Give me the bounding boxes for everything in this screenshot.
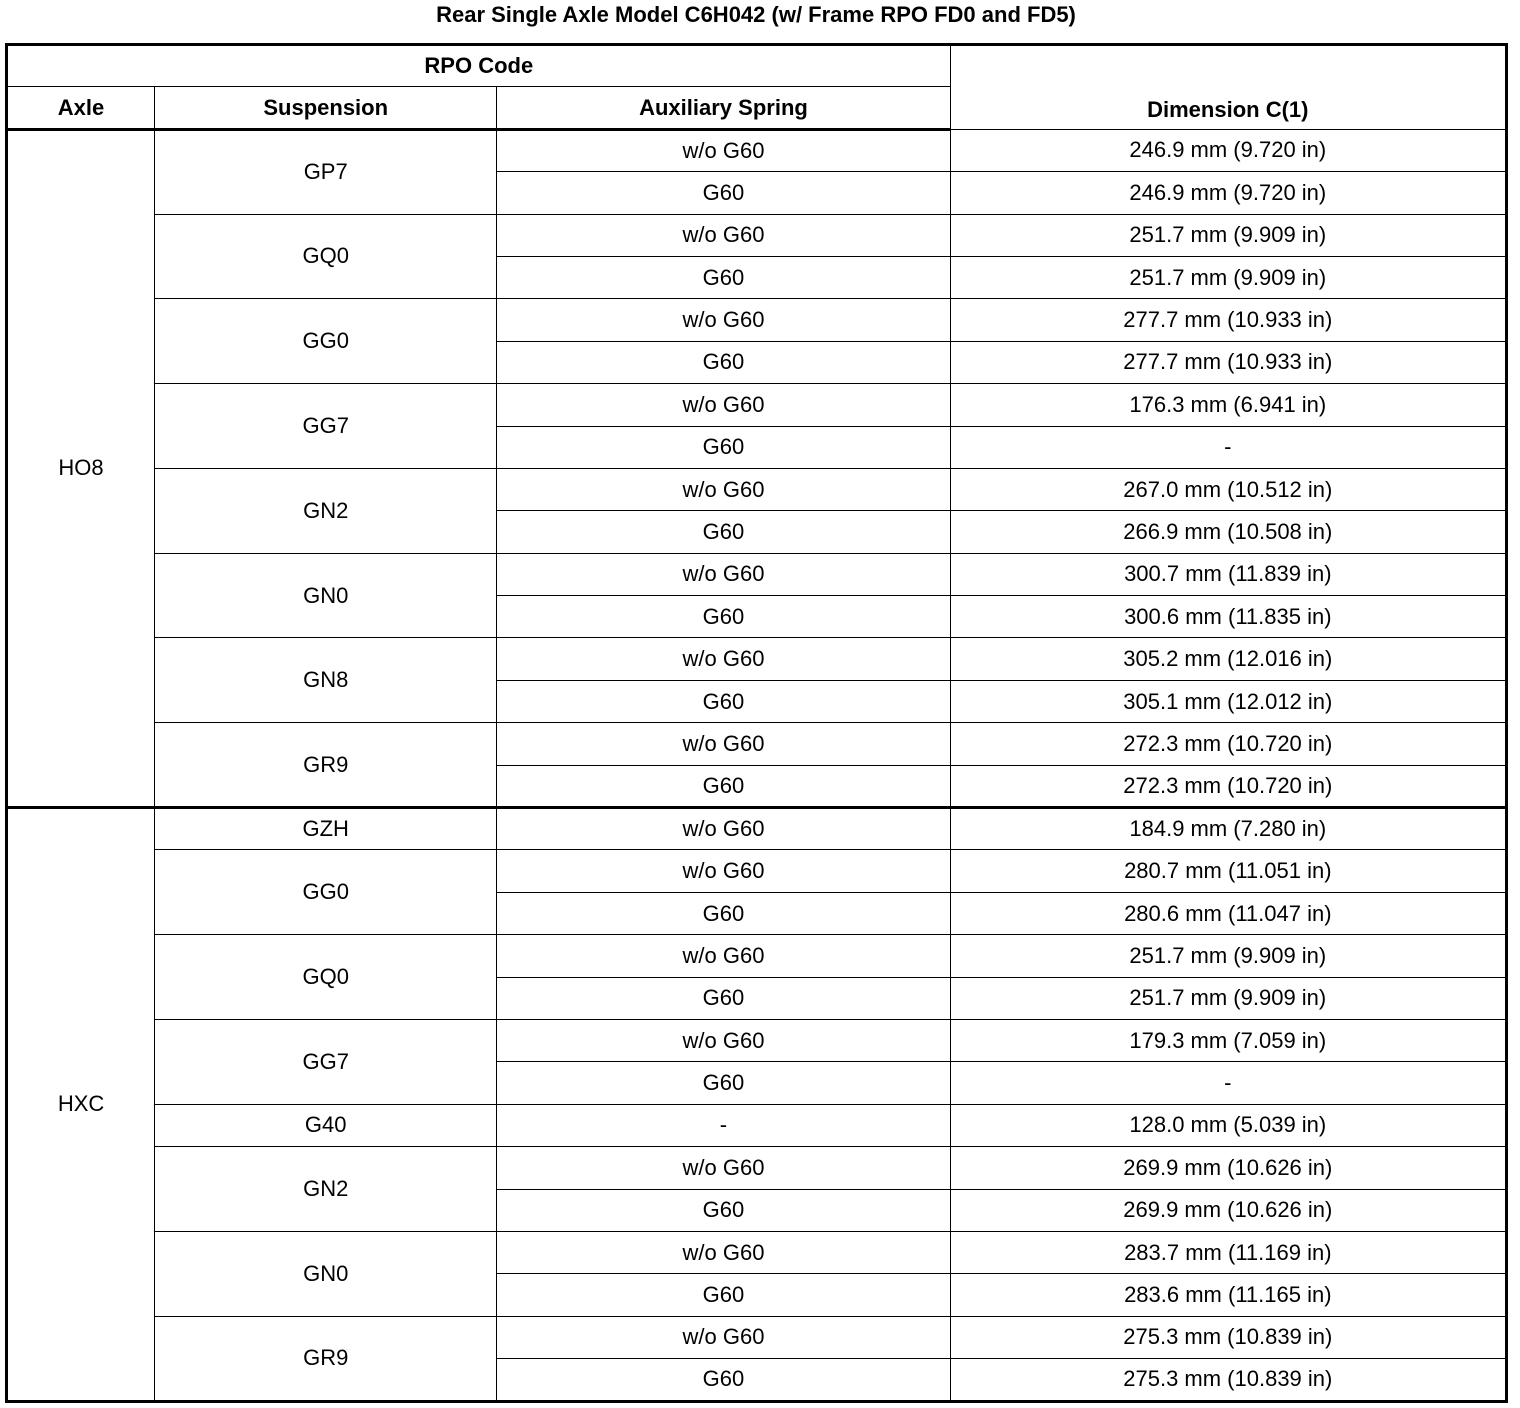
auxiliary-spring-cell: w/o G60: [497, 1147, 950, 1189]
table-row: [7, 468, 1507, 510]
header-axle: Axle: [7, 87, 155, 129]
page-title: Rear Single Axle Model C6H042 (w/ Frame RPO FD0 and FD5): [436, 2, 1076, 27]
suspension-cell: GP7: [155, 129, 497, 214]
header-suspension: Suspension: [155, 87, 497, 129]
table-row: [7, 808, 1507, 850]
dimension-cell: 251.7 mm (9.909 in): [950, 214, 1506, 256]
suspension-cell: GR9: [155, 1316, 497, 1401]
auxiliary-spring-cell: w/o G60: [497, 214, 950, 256]
auxiliary-spring-cell: -: [497, 1104, 950, 1146]
dimension-cell: 272.3 mm (10.720 in): [950, 723, 1506, 765]
suspension-cell: GR9: [155, 723, 497, 808]
auxiliary-spring-cell: G60: [497, 256, 950, 298]
auxiliary-spring-cell: G60: [497, 426, 950, 468]
table-row: [7, 1316, 1507, 1358]
auxiliary-spring-cell: w/o G60: [497, 468, 950, 510]
suspension-cell: GN2: [155, 468, 497, 553]
suspension-cell: GN0: [155, 553, 497, 638]
suspension-cell: GQ0: [155, 935, 497, 1020]
dimension-cell: 128.0 mm (5.039 in): [950, 1104, 1506, 1146]
suspension-cell: GQ0: [155, 214, 497, 299]
dimension-cell: 179.3 mm (7.059 in): [950, 1019, 1506, 1061]
auxiliary-spring-cell: G60: [497, 977, 950, 1019]
dimension-cell: 283.7 mm (11.169 in): [950, 1231, 1506, 1273]
dimension-cell: 275.3 mm (10.839 in): [950, 1359, 1506, 1401]
table-body: [7, 129, 1507, 1401]
suspension-cell: GG0: [155, 299, 497, 384]
dimension-cell: 283.6 mm (11.165 in): [950, 1274, 1506, 1316]
table-row: [7, 1147, 1507, 1189]
table-row: [7, 384, 1507, 426]
dimension-cell: 280.6 mm (11.047 in): [950, 892, 1506, 934]
dimension-cell: 277.7 mm (10.933 in): [950, 299, 1506, 341]
dimension-cell: -: [950, 1062, 1506, 1104]
auxiliary-spring-cell: G60: [497, 596, 950, 638]
dimension-cell: 305.1 mm (12.012 in): [950, 680, 1506, 722]
table-row: [7, 299, 1507, 341]
auxiliary-spring-cell: w/o G60: [497, 299, 950, 341]
dimension-cell: 266.9 mm (10.508 in): [950, 511, 1506, 553]
auxiliary-spring-cell: w/o G60: [497, 638, 950, 680]
table-row: [7, 129, 1507, 171]
dimension-cell: 176.3 mm (6.941 in): [950, 384, 1506, 426]
dimension-cell: 305.2 mm (12.016 in): [950, 638, 1506, 680]
dimension-cell: 277.7 mm (10.933 in): [950, 341, 1506, 383]
header-rpo-code: RPO Code: [7, 45, 951, 87]
suspension-cell: GG7: [155, 384, 497, 469]
header-auxiliary-spring: Auxiliary Spring: [497, 87, 950, 129]
dimension-cell: 251.7 mm (9.909 in): [950, 935, 1506, 977]
table-header: [7, 45, 1507, 130]
auxiliary-spring-cell: w/o G60: [497, 723, 950, 765]
auxiliary-spring-cell: w/o G60: [497, 129, 950, 171]
dimension-cell: 267.0 mm (10.512 in): [950, 468, 1506, 510]
dimension-cell: 251.7 mm (9.909 in): [950, 256, 1506, 298]
suspension-cell: GN8: [155, 638, 497, 723]
suspension-cell: GN0: [155, 1231, 497, 1316]
table-row: [7, 553, 1507, 595]
dimension-cell: 246.9 mm (9.720 in): [950, 172, 1506, 214]
dimension-cell: 272.3 mm (10.720 in): [950, 765, 1506, 807]
auxiliary-spring-cell: G60: [497, 892, 950, 934]
auxiliary-spring-cell: G60: [497, 172, 950, 214]
axle-cell: HO8: [7, 129, 155, 807]
auxiliary-spring-cell: G60: [497, 1359, 950, 1401]
dimension-table: [5, 43, 1508, 1403]
dimension-cell: 246.9 mm (9.720 in): [950, 129, 1506, 171]
auxiliary-spring-cell: w/o G60: [497, 1019, 950, 1061]
dimension-cell: 184.9 mm (7.280 in): [950, 808, 1506, 850]
axle-cell: HXC: [7, 808, 155, 1401]
auxiliary-spring-cell: w/o G60: [497, 808, 950, 850]
auxiliary-spring-cell: G60: [497, 680, 950, 722]
auxiliary-spring-cell: G60: [497, 1062, 950, 1104]
dimension-cell: 275.3 mm (10.839 in): [950, 1316, 1506, 1358]
dimension-cell: 251.7 mm (9.909 in): [950, 977, 1506, 1019]
table-row: [7, 1104, 1507, 1146]
table-row: [7, 1231, 1507, 1273]
table-row: [7, 1019, 1507, 1061]
dimension-cell: 269.9 mm (10.626 in): [950, 1189, 1506, 1231]
auxiliary-spring-cell: w/o G60: [497, 1231, 950, 1273]
dimension-cell: 269.9 mm (10.626 in): [950, 1147, 1506, 1189]
auxiliary-spring-cell: w/o G60: [497, 850, 950, 892]
dimension-cell: 300.7 mm (11.839 in): [950, 553, 1506, 595]
suspension-cell: GG7: [155, 1019, 497, 1104]
table-row: [7, 214, 1507, 256]
auxiliary-spring-cell: w/o G60: [497, 553, 950, 595]
suspension-cell: GZH: [155, 808, 497, 850]
auxiliary-spring-cell: w/o G60: [497, 1316, 950, 1358]
header-dimension: Dimension C(1): [950, 45, 1506, 130]
suspension-cell: GG0: [155, 850, 497, 935]
table-row: [7, 850, 1507, 892]
dimension-cell: -: [950, 426, 1506, 468]
auxiliary-spring-cell: w/o G60: [497, 384, 950, 426]
auxiliary-spring-cell: G60: [497, 511, 950, 553]
auxiliary-spring-cell: G60: [497, 1274, 950, 1316]
table-row: [7, 935, 1507, 977]
auxiliary-spring-cell: G60: [497, 1189, 950, 1231]
auxiliary-spring-cell: G60: [497, 765, 950, 807]
table-row: [7, 723, 1507, 765]
suspension-cell: G40: [155, 1104, 497, 1146]
table-row: [7, 638, 1507, 680]
auxiliary-spring-cell: w/o G60: [497, 935, 950, 977]
dimension-cell: 300.6 mm (11.835 in): [950, 596, 1506, 638]
auxiliary-spring-cell: G60: [497, 341, 950, 383]
suspension-cell: GN2: [155, 1147, 497, 1232]
dimension-cell: 280.7 mm (11.051 in): [950, 850, 1506, 892]
